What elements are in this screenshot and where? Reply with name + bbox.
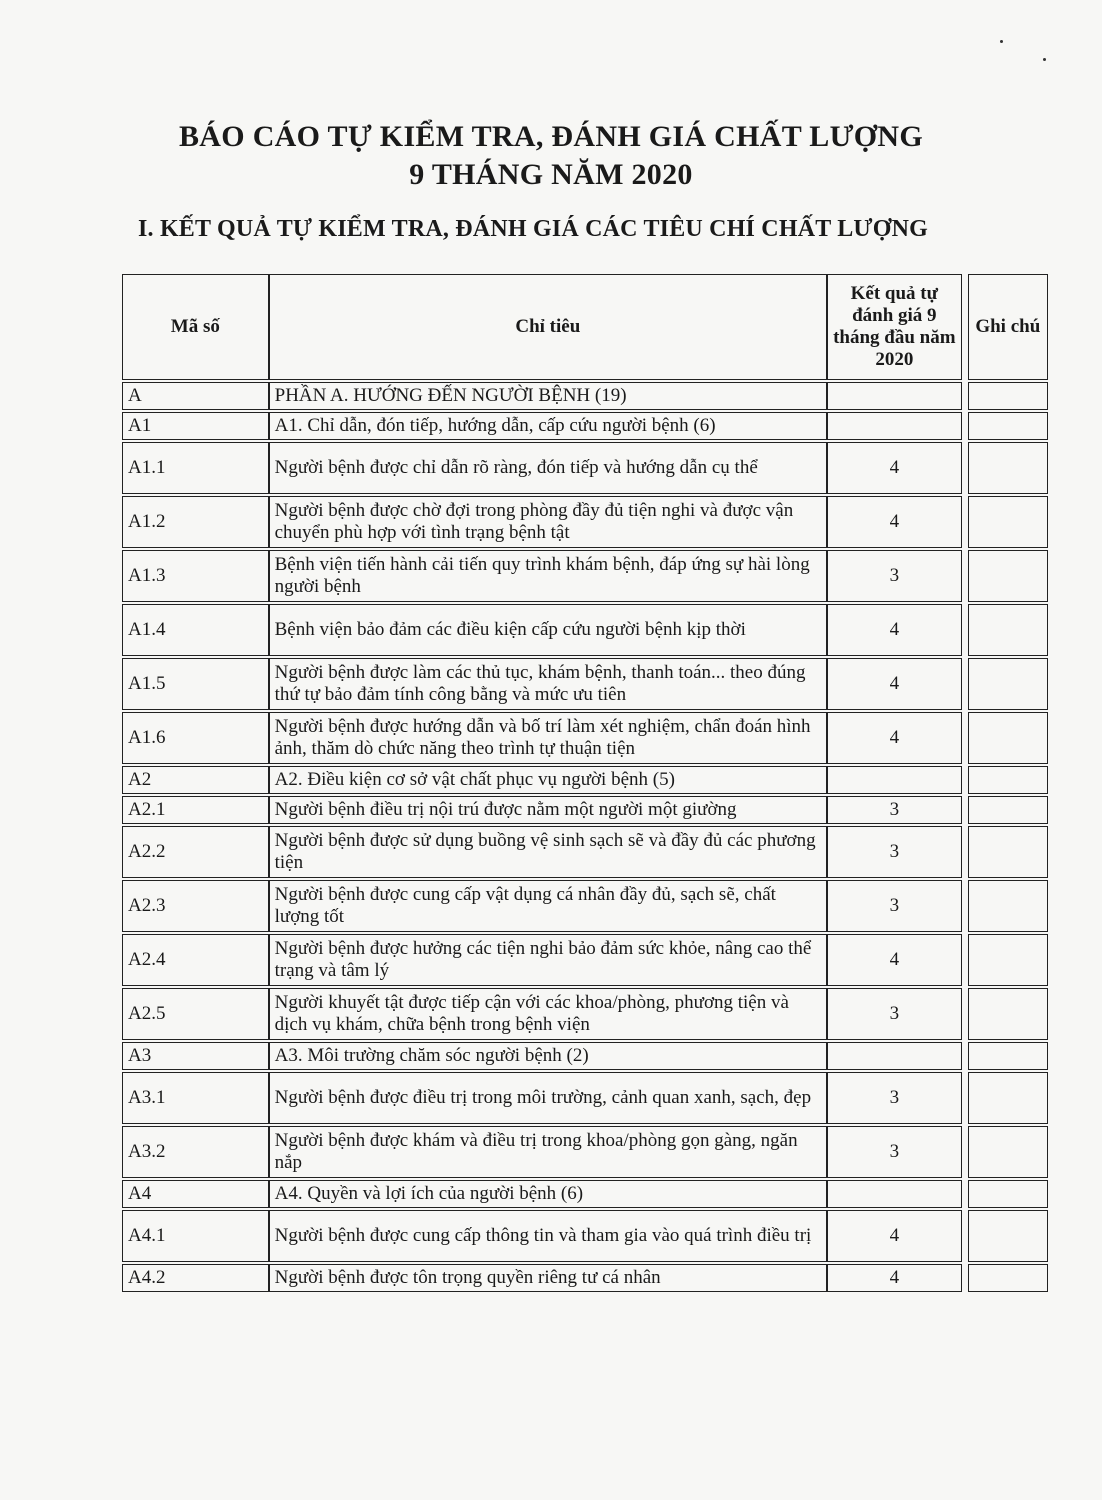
row-indicator: Người bệnh được chờ đợi trong phòng đầy đủ tiện nghi và được vận chuyển phù hợp với tình trạng bệnh tật xyxy=(269,496,827,548)
row-note xyxy=(968,496,1048,548)
row-note xyxy=(968,1264,1048,1292)
row-result: 4 xyxy=(827,658,962,710)
row-note xyxy=(968,442,1048,494)
row-code: A1 xyxy=(122,412,269,440)
table-row xyxy=(122,604,1048,656)
row-indicator: Người bệnh được điều trị trong môi trường, cảnh quan xanh, sạch, đẹp xyxy=(269,1072,827,1124)
table-row xyxy=(122,796,1048,824)
row-code: A2.5 xyxy=(122,988,269,1040)
scan-speck xyxy=(1043,58,1046,61)
row-result: 4 xyxy=(827,712,962,764)
row-note xyxy=(968,1210,1048,1262)
header-note: Ghi chú xyxy=(968,274,1048,380)
row-indicator: A2. Điều kiện cơ sở vật chất phục vụ người bệnh (5) xyxy=(269,766,827,794)
table-row xyxy=(122,712,1048,764)
table-row xyxy=(122,1210,1048,1262)
table-row xyxy=(122,934,1048,986)
row-indicator: A3. Môi trường chăm sóc người bệnh (2) xyxy=(269,1042,827,1070)
scan-speck xyxy=(1000,40,1003,43)
row-code: A3.1 xyxy=(122,1072,269,1124)
row-note xyxy=(968,988,1048,1040)
row-note xyxy=(968,1126,1048,1178)
row-note xyxy=(968,550,1048,602)
table-group-row xyxy=(122,412,1048,440)
row-indicator: A1. Chỉ dẫn, đón tiếp, hướng dẫn, cấp cứu người bệnh (6) xyxy=(269,412,827,440)
row-result xyxy=(827,382,962,410)
row-indicator: Người bệnh được hướng dẫn và bố trí làm xét nghiệm, chẩn đoán hình ảnh, thăm dò chức năng theo trình tự thuận tiện xyxy=(269,712,827,764)
row-note xyxy=(968,826,1048,878)
table-row xyxy=(122,988,1048,1040)
row-code: A3 xyxy=(122,1042,269,1070)
row-code: A1.3 xyxy=(122,550,269,602)
row-result xyxy=(827,1042,962,1070)
row-result: 3 xyxy=(827,1072,962,1124)
row-note xyxy=(968,604,1048,656)
row-note xyxy=(968,382,1048,410)
row-note xyxy=(968,1072,1048,1124)
row-note xyxy=(968,412,1048,440)
row-note xyxy=(968,934,1048,986)
row-code: A4.1 xyxy=(122,1210,269,1262)
row-code: A xyxy=(122,382,269,410)
row-indicator: Người bệnh được cung cấp vật dụng cá nhân đầy đủ, sạch sẽ, chất lượng tốt xyxy=(269,880,827,932)
row-indicator: Người khuyết tật được tiếp cận với các khoa/phòng, phương tiện và dịch vụ khám, chữa bệnh trong bệnh viện xyxy=(269,988,827,1040)
row-indicator: PHẦN A. HƯỚNG ĐẾN NGƯỜI BỆNH (19) xyxy=(269,382,827,410)
row-note xyxy=(968,1042,1048,1070)
table-row xyxy=(122,442,1048,494)
table-group-row xyxy=(122,1042,1048,1070)
row-result: 4 xyxy=(827,604,962,656)
row-code: A4 xyxy=(122,1180,269,1208)
row-result: 4 xyxy=(827,1210,962,1262)
row-result: 3 xyxy=(827,988,962,1040)
row-result: 4 xyxy=(827,496,962,548)
row-result xyxy=(827,412,962,440)
row-code: A1.4 xyxy=(122,604,269,656)
row-code: A1.6 xyxy=(122,712,269,764)
row-code: A2 xyxy=(122,766,269,794)
table-group-row xyxy=(122,382,1048,410)
row-result: 4 xyxy=(827,934,962,986)
row-indicator: A4. Quyền và lợi ích của người bệnh (6) xyxy=(269,1180,827,1208)
row-code: A4.2 xyxy=(122,1264,269,1292)
section-heading: I. KẾT QUẢ TỰ KIỂM TRA, ĐÁNH GIÁ CÁC TIÊU CHÍ CHẤT LƯỢNG xyxy=(138,216,928,242)
table-row xyxy=(122,496,1048,548)
table-header-row xyxy=(122,274,1048,380)
report-title-line-1: BÁO CÁO TỰ KIỂM TRA, ĐÁNH GIÁ CHẤT LƯỢNG xyxy=(178,120,923,153)
table-row xyxy=(122,1264,1048,1292)
table-row xyxy=(122,1072,1048,1124)
row-code: A2.3 xyxy=(122,880,269,932)
table-row xyxy=(122,826,1048,878)
row-note xyxy=(968,1180,1048,1208)
row-code: A2.1 xyxy=(122,796,269,824)
row-code: A1.5 xyxy=(122,658,269,710)
row-indicator: Người bệnh được tôn trọng quyền riêng tư cá nhân xyxy=(269,1264,827,1292)
row-result: 3 xyxy=(827,826,962,878)
table-row xyxy=(122,1126,1048,1178)
table-group-row xyxy=(122,1180,1048,1208)
row-code: A1.1 xyxy=(122,442,269,494)
row-indicator: Người bệnh được khám và điều trị trong khoa/phòng gọn gàng, ngăn nắp xyxy=(269,1126,827,1178)
table-row xyxy=(122,550,1048,602)
row-indicator: Người bệnh được làm các thủ tục, khám bệnh, thanh toán... theo đúng thứ tự bảo đảm tính công bằng và mức ưu tiên xyxy=(269,658,827,710)
header-indicator: Chỉ tiêu xyxy=(269,274,827,380)
row-result: 4 xyxy=(827,1264,962,1292)
row-result: 3 xyxy=(827,796,962,824)
row-indicator: Người bệnh được hưởng các tiện nghi bảo đảm sức khỏe, nâng cao thể trạng và tâm lý xyxy=(269,934,827,986)
report-title xyxy=(0,118,1102,194)
report-title-line-2: 9 THÁNG NĂM 2020 xyxy=(409,158,693,191)
header-code: Mã số xyxy=(122,274,269,380)
row-note xyxy=(968,766,1048,794)
table-row xyxy=(122,880,1048,932)
row-indicator: Bệnh viện tiến hành cải tiến quy trình khám bệnh, đáp ứng sự hài lòng người bệnh xyxy=(269,550,827,602)
table-body xyxy=(122,382,1048,1292)
row-result xyxy=(827,1180,962,1208)
row-code: A2.4 xyxy=(122,934,269,986)
row-code: A1.2 xyxy=(122,496,269,548)
row-note xyxy=(968,880,1048,932)
row-indicator: Người bệnh được cung cấp thông tin và tham gia vào quá trình điều trị xyxy=(269,1210,827,1262)
quality-criteria-table xyxy=(122,272,1048,1294)
row-result: 3 xyxy=(827,550,962,602)
row-note xyxy=(968,712,1048,764)
row-result: 3 xyxy=(827,880,962,932)
row-result: 3 xyxy=(827,1126,962,1178)
row-code: A3.2 xyxy=(122,1126,269,1178)
row-indicator: Người bệnh được sử dụng buồng vệ sinh sạch sẽ và đầy đủ các phương tiện xyxy=(269,826,827,878)
row-note xyxy=(968,796,1048,824)
row-result xyxy=(827,766,962,794)
row-note xyxy=(968,658,1048,710)
table-group-row xyxy=(122,766,1048,794)
row-indicator: Bệnh viện bảo đảm các điều kiện cấp cứu người bệnh kịp thời xyxy=(269,604,827,656)
row-result: 4 xyxy=(827,442,962,494)
table-row xyxy=(122,658,1048,710)
header-result: Kết quả tự đánh giá 9 tháng đầu năm 2020 xyxy=(827,274,962,380)
row-code: A2.2 xyxy=(122,826,269,878)
row-indicator: Người bệnh điều trị nội trú được nằm một người một giường xyxy=(269,796,827,824)
row-indicator: Người bệnh được chỉ dẫn rõ ràng, đón tiếp và hướng dẫn cụ thể xyxy=(269,442,827,494)
